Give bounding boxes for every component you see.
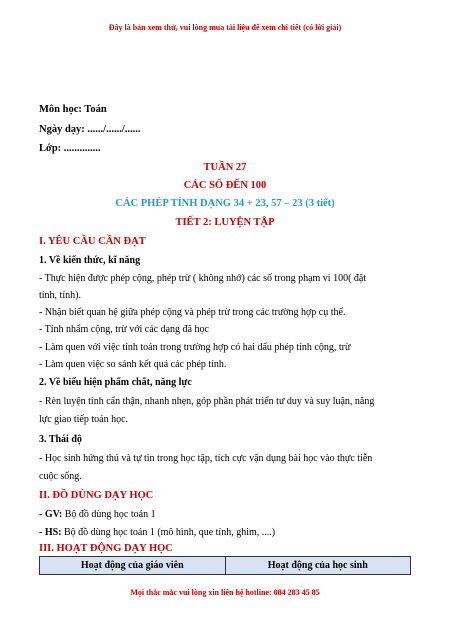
teacher-label: - GV: xyxy=(39,509,63,520)
knowledge-skills-title: 1. Về kiến thức, kĩ năng xyxy=(39,255,141,266)
date-line: Ngày dạy: ....../....../...... xyxy=(39,124,141,135)
student-materials-line xyxy=(39,527,275,538)
section-materials-title: II. ĐỒ DÙNG DẠY HỌC xyxy=(39,490,154,501)
knowledge-line-3: - Tính nhẩm cộng, trừ với các dạng đã học xyxy=(39,324,209,335)
student-label: - HS: xyxy=(39,527,62,538)
teacher-materials-text: Bộ đồ dùng học toán 1 xyxy=(62,509,156,520)
knowledge-line-5: - Làm quen việc so sánh kết quả các phép tính. xyxy=(39,359,227,370)
knowledge-line-4: - Làm quen với việc tính toán trong trường hợp có hai dấu phép tính cộng, trừ xyxy=(39,342,351,353)
subject-line: Môn học: Toán xyxy=(39,104,107,115)
class-line: Lớp: .............. xyxy=(39,143,101,154)
knowledge-line-1a: - Thực hiện được phép cộng, phép trừ ( không nhớ) các số trong phạm vi 100( đặt xyxy=(39,273,367,284)
activities-table-header xyxy=(39,556,411,575)
qualities-line-1a: - Rèn luyện tính cẩn thận, nhanh nhẹn, góp phần phát triển tư duy và suy luận, năng xyxy=(39,396,375,407)
student-materials-text: Bộ đồ dùng học toán 1 (mô hình, que tính, ghim, ....) xyxy=(61,527,276,538)
attitude-title: 3. Thái độ xyxy=(39,434,82,445)
section-requirements-title: I. YÊU CẦU CẦN ĐẠT xyxy=(39,236,146,247)
attitude-line-1a: - Học sinh hứng thú và tự tin trong học tập, tích cực vận dụng bài học vào thực tiễn xyxy=(39,453,373,464)
section-activities-title: III. HOẠT ĐỘNG DẠY HỌC xyxy=(39,543,173,554)
qualities-title: 2. Về biểu hiện phẩm chất, năng lực xyxy=(39,377,192,388)
student-activities-header: Hoạt động của học sinh xyxy=(225,557,411,574)
week-heading: TUẦN 27 xyxy=(203,162,247,173)
lesson-heading: CÁC PHÉP TÍNH DẠNG 34 + 23, 57 – 23 (3 tiết) xyxy=(115,198,335,209)
qualities-line-1b: lực giao tiếp toán học. xyxy=(39,414,129,425)
period-heading: TIẾT 2: LUYỆN TẬP xyxy=(175,217,275,228)
knowledge-line-1b: tính, tính). xyxy=(39,290,81,301)
knowledge-line-2: - Nhận biết quan hệ giữa phép cộng và phép trừ trong các trường hợp cụ thể. xyxy=(39,307,346,318)
topic-heading: CÁC SỐ ĐẾN 100 xyxy=(183,180,267,191)
attitude-line-1b: cuộc sống. xyxy=(39,471,82,482)
hotline-footer: Mọi thắc mắc vui lòng xin liên hệ hotline: 084 283 45 85 xyxy=(130,588,320,597)
teacher-materials-line xyxy=(39,509,156,520)
teacher-activities-header: Hoạt động của giáo viên xyxy=(80,560,184,571)
preview-banner: Đây là bản xem thử, vui lòng mua tài liệu để xem chi tiết (có lời giải) xyxy=(108,23,342,32)
